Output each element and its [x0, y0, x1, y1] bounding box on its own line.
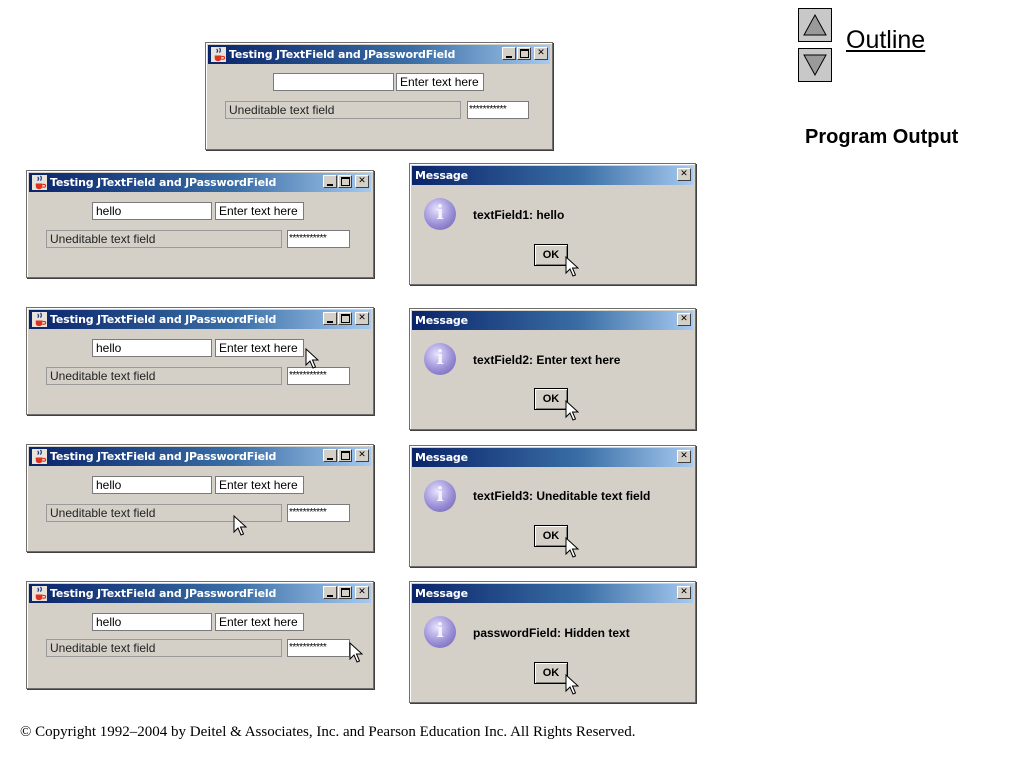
minimize-icon [327, 184, 333, 186]
dialog-message: passwordField: Hidden text [473, 626, 630, 640]
minimize-icon [506, 56, 512, 58]
close-button[interactable] [677, 313, 691, 326]
password-field[interactable]: *********** [287, 504, 350, 522]
triangle-up-icon [802, 13, 828, 37]
frame-title: Testing JTextField and JPasswordField [50, 313, 277, 326]
minimize-icon [327, 595, 333, 597]
text-field-1[interactable]: hello [92, 476, 212, 494]
dialog-title: Message [415, 169, 468, 182]
text-field-1[interactable]: hello [92, 202, 212, 220]
frame-titlebar[interactable] [29, 447, 371, 466]
frame-titlebar[interactable] [29, 310, 371, 329]
password-field[interactable]: *********** [467, 101, 529, 119]
mouse-cursor-icon [349, 642, 363, 664]
maximize-icon [341, 588, 350, 597]
text-field-2[interactable]: Enter text here [215, 613, 304, 631]
mouse-cursor-icon [565, 674, 579, 696]
copyright-notice: © Copyright 1992–2004 by Deitel & Associates, Inc. and Pearson Education Inc. All Rights Reserved. [20, 724, 636, 740]
minimize-button[interactable] [323, 586, 337, 599]
frame-window [26, 307, 374, 415]
dialog-message: textField1: hello [473, 208, 565, 222]
close-button[interactable] [355, 312, 369, 325]
text-field-3: Uneditable text field [46, 639, 282, 657]
text-field-1[interactable]: hello [92, 613, 212, 631]
frame-window [26, 444, 374, 552]
close-icon: ✕ [537, 48, 545, 58]
close-icon: ✕ [358, 587, 366, 597]
maximize-icon [341, 314, 350, 323]
dialog-title: Message [415, 451, 468, 464]
maximize-button[interactable] [517, 47, 531, 60]
minimize-button[interactable] [323, 175, 337, 188]
ok-button[interactable]: OK [534, 525, 568, 547]
frame-title: Testing JTextField and JPasswordField [50, 450, 277, 463]
text-field-2[interactable]: Enter text here [396, 73, 484, 91]
text-field-2[interactable]: Enter text here [215, 476, 304, 494]
frame-titlebar[interactable] [29, 584, 371, 603]
text-field-2[interactable]: Enter text here [215, 339, 304, 357]
message-dialog [409, 308, 696, 430]
maximize-button[interactable] [338, 586, 352, 599]
close-button[interactable] [355, 175, 369, 188]
info-icon: i [424, 480, 456, 512]
maximize-button[interactable] [338, 175, 352, 188]
close-icon: ✕ [680, 587, 688, 597]
minimize-button[interactable] [323, 449, 337, 462]
close-button[interactable] [677, 586, 691, 599]
message-dialog [409, 445, 696, 567]
text-field-3: Uneditable text field [46, 367, 282, 385]
close-button[interactable] [355, 449, 369, 462]
info-icon: i [424, 198, 456, 230]
close-button[interactable] [534, 47, 548, 60]
close-icon: ✕ [358, 313, 366, 323]
java-cup-icon [32, 175, 47, 190]
frame-window [26, 581, 374, 689]
password-field[interactable]: *********** [287, 367, 350, 385]
dialog-message: textField2: Enter text here [473, 353, 621, 367]
maximize-button[interactable] [338, 312, 352, 325]
password-field[interactable]: *********** [287, 639, 350, 657]
close-icon: ✕ [680, 451, 688, 461]
close-button[interactable] [355, 586, 369, 599]
ok-button[interactable]: OK [534, 388, 568, 410]
frame-title: Testing JTextField and JPasswordField [50, 176, 277, 189]
close-icon: ✕ [680, 169, 688, 179]
dialog-titlebar[interactable] [412, 166, 693, 185]
dialog-titlebar[interactable] [412, 584, 693, 603]
mouse-cursor-icon [565, 256, 579, 278]
minimize-icon [327, 321, 333, 323]
mouse-cursor-icon [233, 515, 247, 537]
close-icon: ✕ [680, 314, 688, 324]
frame-title: Testing JTextField and JPasswordField [229, 48, 456, 61]
dialog-title: Message [415, 314, 468, 327]
info-icon: i [424, 343, 456, 375]
text-field-3: Uneditable text field [46, 504, 282, 522]
frame-titlebar[interactable] [29, 173, 371, 192]
close-button[interactable] [677, 168, 691, 181]
text-field-1[interactable] [273, 73, 394, 91]
dialog-message: textField3: Uneditable text field [473, 489, 651, 503]
maximize-icon [520, 49, 529, 58]
frame-titlebar[interactable] [208, 45, 550, 64]
next-slide-button[interactable] [798, 48, 832, 82]
minimize-icon [327, 458, 333, 460]
java-cup-icon [32, 449, 47, 464]
message-dialog [409, 163, 696, 285]
mouse-cursor-icon [565, 537, 579, 559]
frame-window [205, 42, 553, 150]
mouse-cursor-icon [565, 400, 579, 422]
text-field-1[interactable]: hello [92, 339, 212, 357]
message-dialog [409, 581, 696, 703]
maximize-button[interactable] [338, 449, 352, 462]
close-icon: ✕ [358, 450, 366, 460]
dialog-titlebar[interactable] [412, 311, 693, 330]
java-cup-icon [32, 586, 47, 601]
dialog-title: Message [415, 587, 468, 600]
previous-slide-button[interactable] [798, 8, 832, 42]
frame-window [26, 170, 374, 278]
info-icon: i [424, 616, 456, 648]
section-title: Program Output [805, 126, 959, 148]
ok-button[interactable]: OK [534, 244, 568, 266]
maximize-icon [341, 451, 350, 460]
minimize-button[interactable] [323, 312, 337, 325]
triangle-down-icon [802, 53, 828, 77]
frame-title: Testing JTextField and JPasswordField [50, 587, 277, 600]
text-field-2[interactable]: Enter text here [215, 202, 304, 220]
password-field[interactable]: *********** [287, 230, 350, 248]
close-button[interactable] [677, 450, 691, 463]
java-cup-icon [32, 312, 47, 327]
ok-button[interactable]: OK [534, 662, 568, 684]
dialog-titlebar[interactable] [412, 448, 693, 467]
java-cup-icon [211, 47, 226, 62]
text-field-3: Uneditable text field [46, 230, 282, 248]
maximize-icon [341, 177, 350, 186]
outline-link[interactable]: Outline [846, 26, 926, 54]
close-icon: ✕ [358, 176, 366, 186]
text-field-3: Uneditable text field [225, 101, 461, 119]
minimize-button[interactable] [502, 47, 516, 60]
mouse-cursor-icon [305, 348, 319, 370]
